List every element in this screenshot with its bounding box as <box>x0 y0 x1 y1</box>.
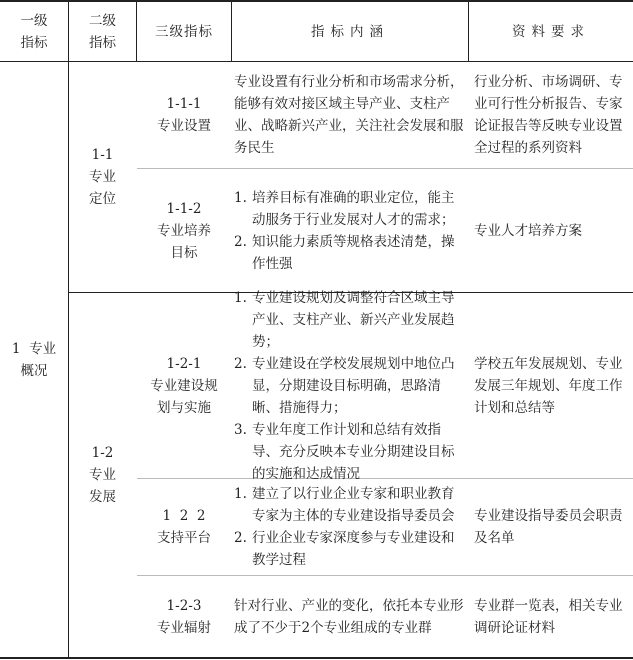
level2-1-2-line3: 发展 <box>89 489 116 505</box>
row-1-2-1-name1: 专业建设规 <box>150 377 218 394</box>
row-1-2-3-materials-text: 专业群一览表，相关专业调研论证材料 <box>474 597 623 636</box>
level2-1-1-line3: 定位 <box>89 191 116 207</box>
row-1-2-2-content <box>234 479 466 575</box>
header-content: 指标内涵 <box>311 23 389 40</box>
row-1-2-2-materials <box>474 479 630 575</box>
row-1-2-1-level3 <box>137 293 231 478</box>
row-1-1-2-content-list <box>234 187 466 275</box>
table-bottom-rule <box>0 657 633 659</box>
level2-1-1-code: 1-1 <box>91 147 114 163</box>
row-1-1-2-code: 1-1-2 <box>166 200 202 217</box>
list-item: 3. 专业年度工作计划和总结有效指导、充分反映本专业分期建设目标的实施和达成情况 <box>234 421 455 482</box>
row-1-2-2-content-list <box>234 483 466 571</box>
header-level1-line1: 一级 <box>20 12 48 29</box>
header-materials: 资料要求 <box>512 23 590 40</box>
row-1-2-1-content-list <box>234 287 466 485</box>
list-item: 2. 知识能力素质等规格表述清楚，操作性强 <box>234 233 455 272</box>
row-1-2-3-code: 1-2-3 <box>166 597 202 614</box>
row-1-1-2-content <box>234 169 466 292</box>
row-1-2-3-content <box>234 576 466 657</box>
level2-1-1-line2: 专业 <box>89 169 116 185</box>
row-1-2-1-name2: 划与实施 <box>157 399 211 416</box>
header-level1 <box>0 2 68 61</box>
row-1-1-2-name2: 目标 <box>170 244 198 261</box>
level1-line1: 1 专业 <box>11 340 57 357</box>
level2-1-2-line2: 专业 <box>89 467 116 483</box>
row-1-1-1-content <box>234 62 466 168</box>
row-1-1-1-code: 1-1-1 <box>166 96 202 112</box>
level2-cell-1-1 <box>69 62 136 292</box>
row-1-1-1-content-text: 专业设置有行业分析和市场需求分析，能够有效对接区域主导产业、支柱产业、战略新兴产业，关注社会发展和服务民生 <box>234 74 464 156</box>
row-1-1-2-level3 <box>137 169 231 292</box>
row-1-1-1-materials-text: 行业分析、市场调研、专业可行性分析报告、专家论证报告等反映专业设置全过程的系列资料 <box>474 74 623 156</box>
list-item: 1. 专业建设规划及调整符合区域主导产业、支柱产业、新兴产业发展趋势； <box>234 289 455 350</box>
row-1-1-1-level3 <box>137 62 231 168</box>
level2-1-2-code: 1-2 <box>91 445 114 461</box>
list-item: 1. 培养目标有准确的职业定位，能主动服务于行业发展对人才的需求； <box>234 189 455 228</box>
row-1-2-3-content-text: 针对行业、产业的变化，依托本专业形成了不少于2个专业组成的专业群 <box>234 597 464 636</box>
header-level2-line1: 二级 <box>89 12 116 29</box>
row-1-2-3-name: 专业辐射 <box>157 619 211 636</box>
list-item: 1. 建立了以行业企业专家和职业教育专家为主体的专业建设指导委员会 <box>234 486 455 524</box>
row-1-1-2-materials <box>474 169 630 292</box>
level2-cell-1-2 <box>69 293 136 657</box>
row-1-2-2-level3 <box>137 479 231 575</box>
row-1-2-2-code: 1 2 2 <box>162 508 206 524</box>
header-level3: 三级指标 <box>155 23 213 40</box>
row-1-2-2-materials-text: 专业建设指导委员会职责及名单 <box>474 508 623 546</box>
header-level1-line2: 指标 <box>20 34 48 51</box>
row-1-2-1-content <box>234 289 466 482</box>
level1-cell <box>0 62 68 657</box>
row-1-2-3-materials <box>474 576 630 657</box>
row-1-2-1-materials-text: 学校五年发展规划、专业发展三年规划、年度工作计划和总结等 <box>474 355 623 416</box>
row-1-1-2-name1: 专业培养 <box>157 222 211 239</box>
level1-line2: 概况 <box>20 362 48 379</box>
header-level2 <box>69 2 136 61</box>
row-1-2-1-code: 1-2-1 <box>166 355 202 372</box>
row-1-2-3-level3 <box>137 576 231 657</box>
row-1-2-1-materials <box>474 293 630 478</box>
row-1-2-2-name: 支持平台 <box>157 530 211 546</box>
row-1-1-1-name: 专业设置 <box>157 118 211 134</box>
list-item: 2. 行业企业专家深度参与专业建设和教学过程 <box>234 530 455 568</box>
header-level2-line2: 指标 <box>89 34 116 51</box>
list-item: 2. 专业建设在学校发展规划中地位凸显，分期建设目标明确，思路清晰、措施得力； <box>234 355 455 416</box>
row-1-1-2-materials-text: 专业人才培养方案 <box>474 222 582 239</box>
row-1-1-1-materials <box>474 62 630 168</box>
